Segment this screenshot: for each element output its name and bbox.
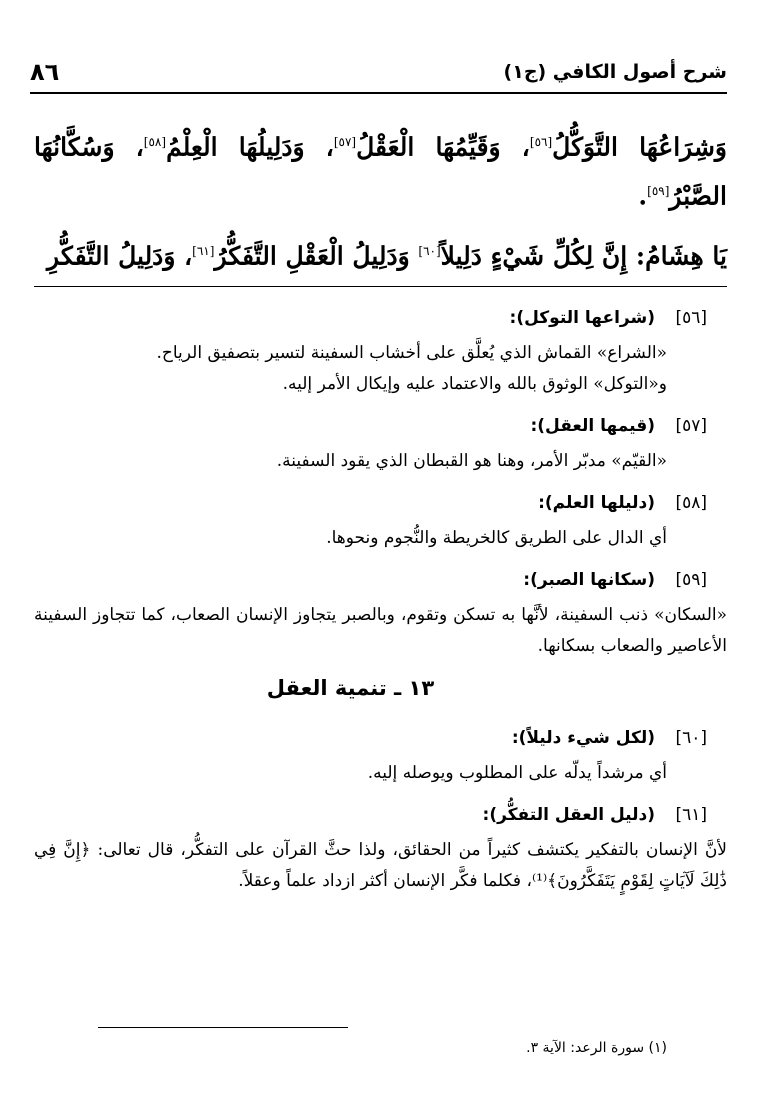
note-number: [٥٨] xyxy=(675,493,707,513)
note-58 xyxy=(34,483,707,554)
note-ref: [٥٩] xyxy=(647,184,670,199)
page-number: ٨٦ xyxy=(30,58,60,86)
note-61 xyxy=(34,795,727,897)
note-title: (شراعها التوكل): xyxy=(509,308,655,328)
note-60 xyxy=(34,718,707,789)
note-number: [٥٧] xyxy=(675,416,707,436)
note-text: أي مرشداً يدلّه على المطلوب ويوصله إليه. xyxy=(367,763,667,783)
note-title: (دليل العقل التفكُّر): xyxy=(482,805,655,825)
hadith-segment: ، وَدَلِيلُهَا الْعِلْمُ xyxy=(166,132,334,162)
note-text: أي الدال على الطريق كالخريطة والنُّجوم ونحوها. xyxy=(326,528,667,548)
hadith-segment: وَدَلِيلُ الْعَقْلِ التَّفَكُّرُ xyxy=(214,240,419,270)
footnote: (١) سورة الرعد: الآية ٣. xyxy=(526,1040,667,1056)
note-text: «السكان» ذنب السفينة، لأنَّها به تسكن وتقوم، وبالصبر يتجاوز الإنسان الصعاب، كما تتجاوز السفينة الأعاصير والصعاب بسكانها. xyxy=(34,605,727,656)
divider xyxy=(34,286,727,287)
note-text: و«التوكل» الوثوق بالله والاعتماد عليه وإيكال الأمر إليه. xyxy=(282,374,667,394)
hadith-segment: ، وَدَلِيلُ التَّفَكُّرِ xyxy=(47,240,193,270)
note-ref: [٥٦] xyxy=(529,135,553,149)
note-title: (سكانها الصبر): xyxy=(523,570,655,590)
footnote-divider xyxy=(98,1027,348,1028)
note-text: «القيّم» مدبّر الأمر، وهنا هو القبطان الذي يقود السفينة. xyxy=(276,451,667,471)
note-57 xyxy=(34,406,707,477)
hadith-segment: يَا هِشَامُ: إِنَّ لِكُلِّ شَيْءٍ دَلِيلاً xyxy=(440,240,727,270)
note-title: (دليلها العلم): xyxy=(538,493,655,513)
hadith-segment: ، وَسُكَّانُهَا الصَّبْرُ xyxy=(34,132,727,211)
note-ref: [٥٨] xyxy=(143,135,167,149)
note-number: [٦٠] xyxy=(675,728,707,748)
note-59 xyxy=(34,560,727,662)
note-title: (قيمها العقل): xyxy=(530,416,655,436)
note-ref: [٦١] xyxy=(192,243,215,258)
page-header xyxy=(30,52,727,94)
note-number: [٦١] xyxy=(675,805,707,825)
note-ref: [٦٠] xyxy=(418,243,441,258)
section-title: ١٣ ـ تنمية العقل xyxy=(266,676,435,700)
hadith-line-1 xyxy=(34,120,727,219)
hadith-segment: وَشِرَاعُهَا التَّوَكُّلُ xyxy=(552,132,727,162)
hadith-segment: . xyxy=(638,181,648,211)
note-ref: [٥٧] xyxy=(333,135,357,149)
note-text: لأنَّ الإنسان بالتفكير يكتشف كثيراً من الحقائق، ولذا حثَّ القرآن على التفكُّر، قال تعالى: ﴿إِنَّ فِي ذَٰلِكَ لَآيَاتٍ لِقَوْمٍ يَتَفَكَّرُونَ﴾⁽¹⁾، فكلما فكَّر الإنسان أكثر ازداد علماً وعقلاً. xyxy=(34,840,727,891)
note-title: (لكل شيء دليلاً): xyxy=(511,728,655,748)
hadith-segment: ، وَقَيِّمُهَا الْعَقْلُ xyxy=(356,132,530,162)
running-title: شرح أصول الكافي (ج١) xyxy=(503,61,727,83)
note-number: [٥٩] xyxy=(675,570,707,590)
hadith-text xyxy=(34,120,727,278)
note-number: [٥٦] xyxy=(675,308,707,328)
note-text: «الشراع» القماش الذي يُعلَّق على أخشاب السفينة لتسير بتصفيق الرياح. xyxy=(156,343,667,363)
note-56 xyxy=(34,298,707,400)
commentary xyxy=(34,298,727,903)
hadith-line-2 xyxy=(34,229,727,278)
